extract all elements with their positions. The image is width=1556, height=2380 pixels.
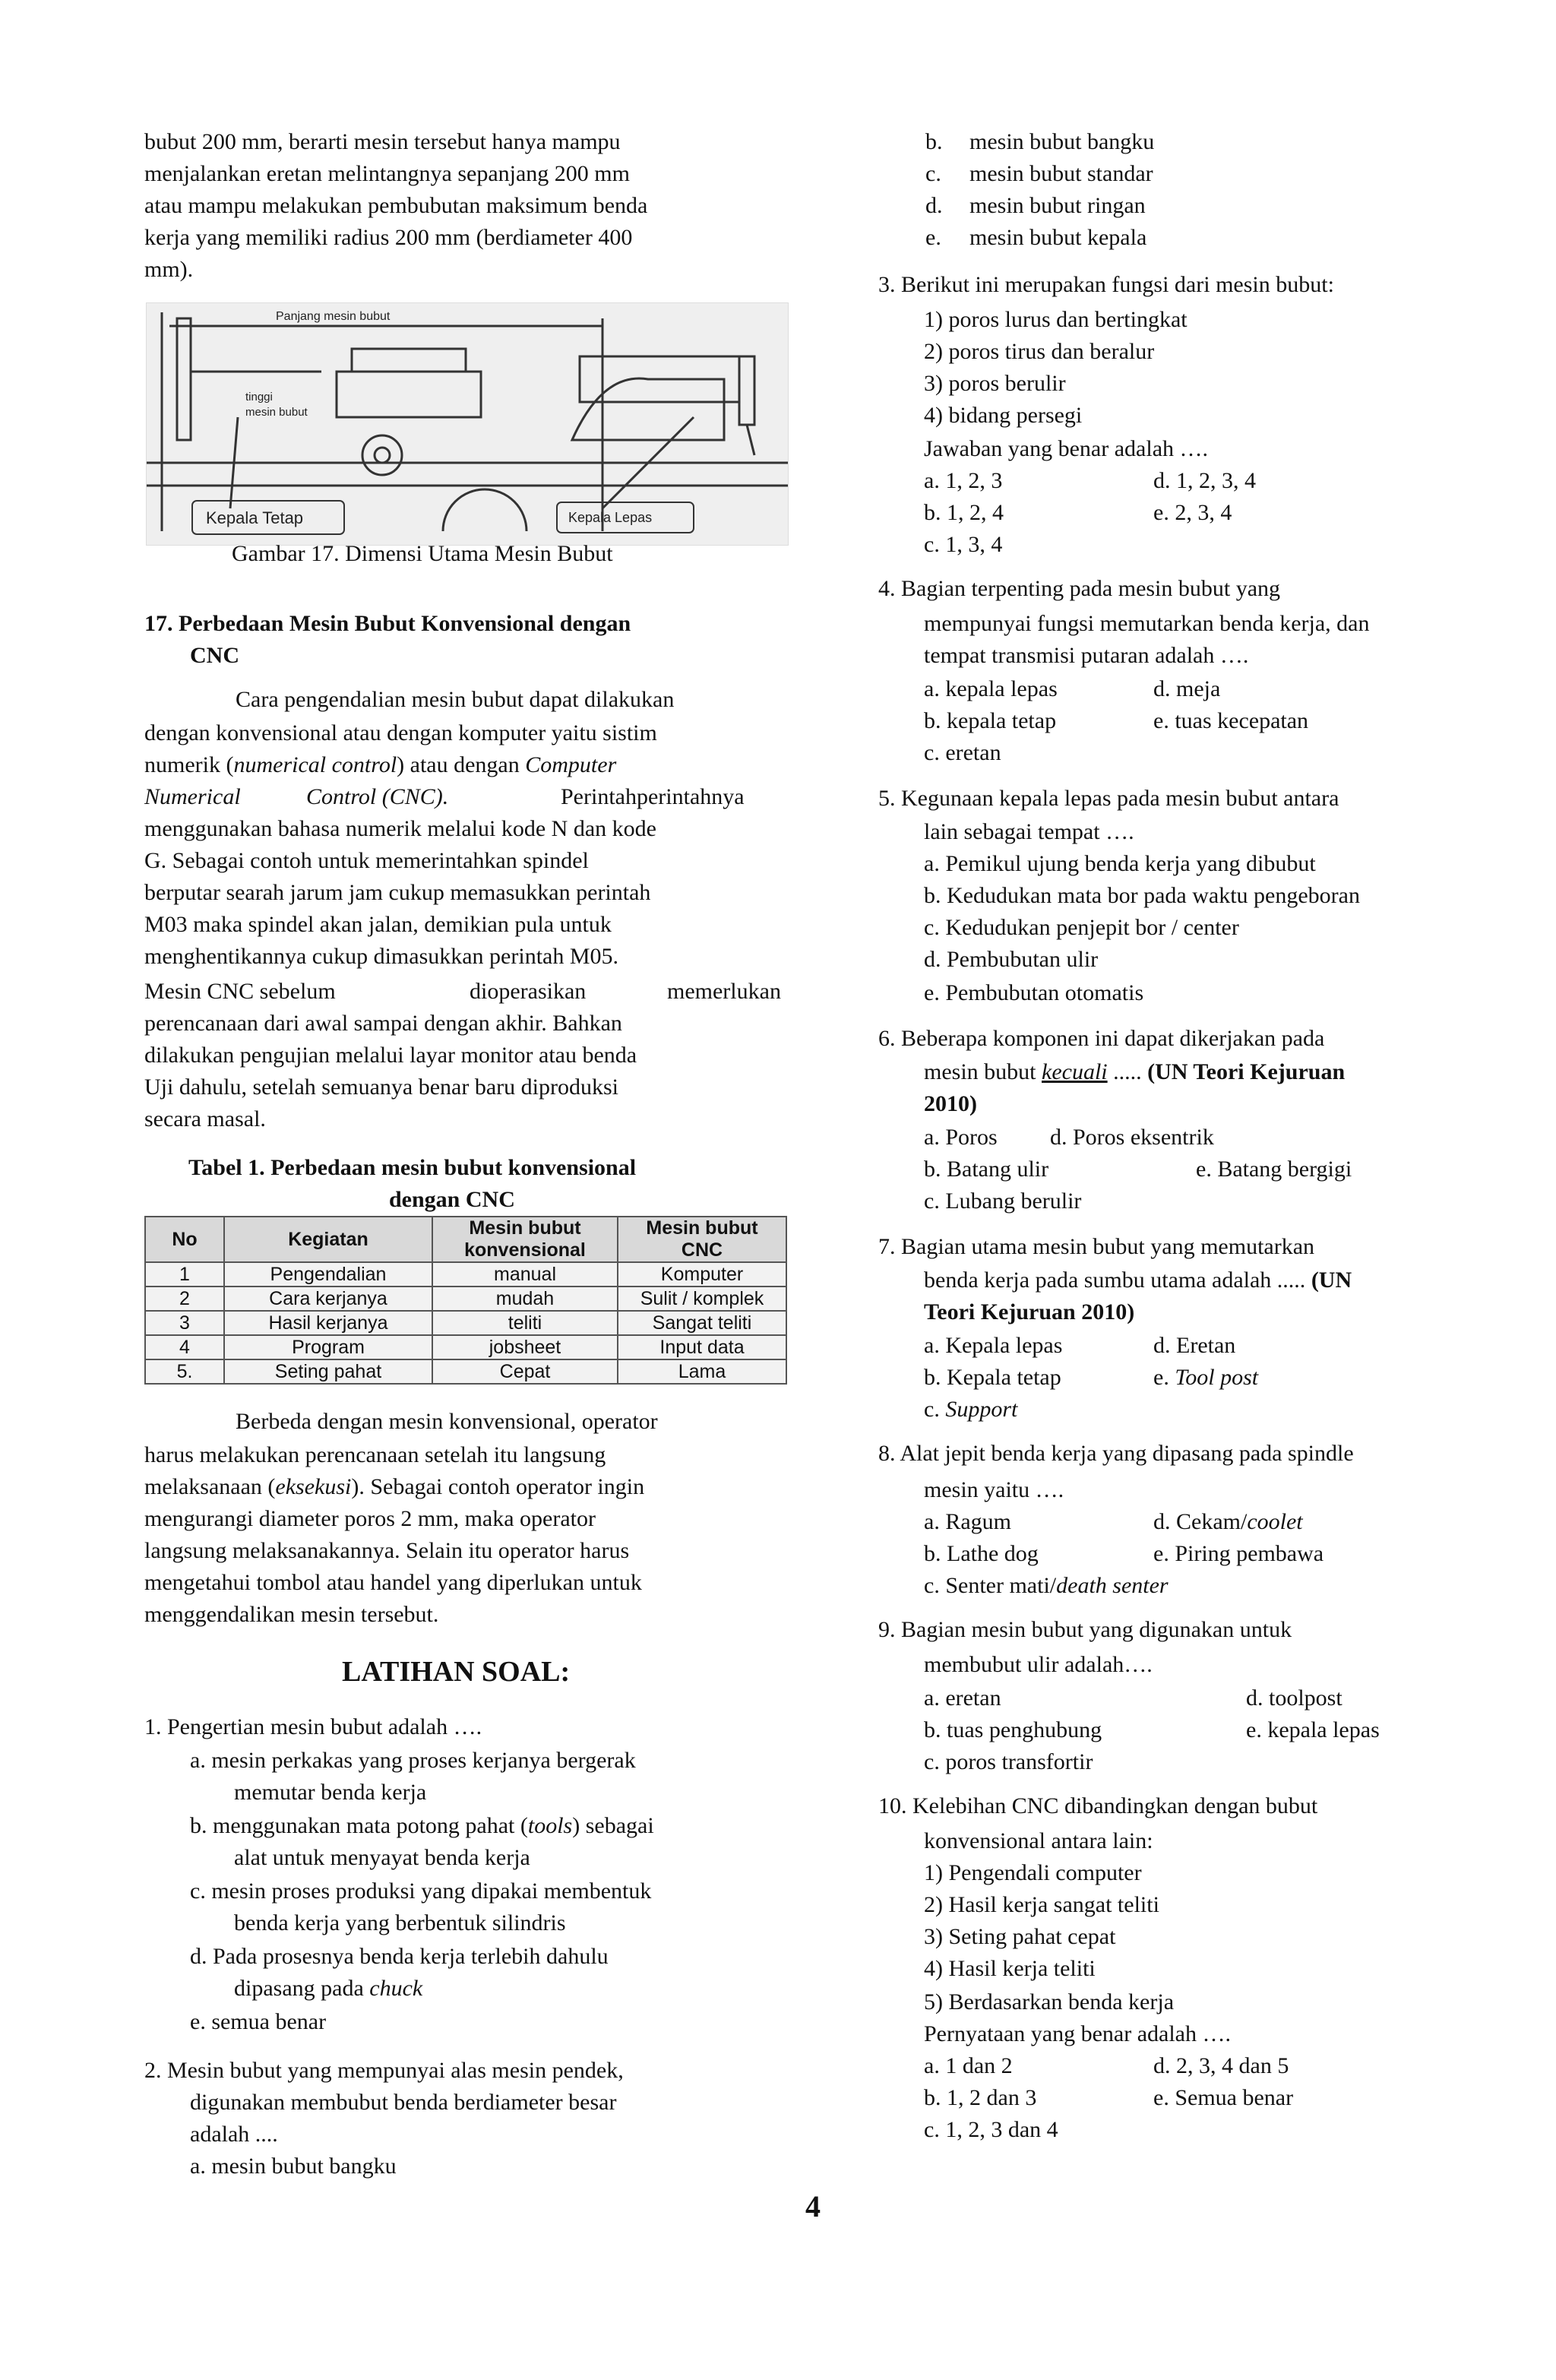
option-label: e. [925,225,941,250]
body-line: Perintahperintahnya [561,784,745,809]
question-3-item: 2) poros tirus dan beralur [924,339,1155,364]
table-row [145,1359,786,1384]
body-line [144,1471,644,1503]
option: b. Lathe dog [924,1541,1039,1566]
option: c. Kedudukan penjepit bor / center [924,915,1239,940]
option: e. Pembubutan otomatis [924,980,1144,1005]
option: a. mesin perkakas yang proses kerjanya bergerak [190,1748,636,1773]
body-line: dilakukan pengujian melalui layar monitor atau benda [144,1043,637,1068]
label-tinggi-2: mesin bubut [245,406,308,419]
option: b. Batang ulir [924,1157,1049,1182]
cell: 3 [145,1311,224,1335]
col-header: Mesin bubut CNC [618,1217,786,1262]
text: e. [1153,1365,1175,1390]
question-10-cont: konvensional antara lain: [924,1828,1153,1853]
body-line: dioperasikan [470,979,587,1004]
option: c. poros transfortir [924,1749,1093,1774]
body-line: M03 maka spindel akan jalan, demikian pula untuk [144,912,612,937]
body-line: Numerical [144,784,241,809]
label-tinggi: tinggi [245,391,273,404]
option: a. mesin bubut bangku [190,2154,397,2179]
option: a. kepala lepas [924,676,1058,701]
question-3: 3. Berikut ini merupakan fungsi dari mesin bubut: [878,272,1334,297]
option: a. 1 dan 2 [924,2053,1013,2078]
text-italic: chuck [369,1976,423,2001]
text: numerik ( [144,752,234,777]
question-7-cont [924,1264,1352,1296]
question-3-item: 1) poros lurus dan bertingkat [924,307,1188,332]
option: d. 2, 3, 4 dan 5 [1153,2053,1289,2078]
text: melaksanaan ( [144,1474,276,1499]
body-line: mengurangi diameter poros 2 mm, maka operator [144,1506,596,1531]
body-line: Uji dahulu, setelah semuanya benar baru diproduksi [144,1074,618,1100]
cell: Pengendalian [224,1262,432,1287]
option-label: c. [925,161,941,186]
question-10-item: 2) Hasil kerja sangat teliti [924,1892,1159,1917]
question-3-item: 3) poros berulir [924,371,1066,396]
text: dipasang pada [234,1976,370,2001]
question-8-cont: mesin yaitu …. [924,1477,1064,1502]
question-10-item: 5) Berdasarkan benda kerja [924,1989,1175,2014]
section-heading: 17. Perbedaan Mesin Bubut Konvensional dengan [144,611,631,636]
option [1153,1506,1303,1538]
text: b. menggunakan mata potong pahat ( [190,1813,528,1838]
text: ..... [1107,1059,1148,1084]
option: mesin bubut standar [969,161,1153,186]
option: mesin bubut bangku [969,129,1155,154]
figure-caption: Gambar 17. Dimensi Utama Mesin Bubut [232,541,613,566]
body-line [144,749,616,781]
cell: mudah [432,1287,618,1311]
option: c. Lubang berulir [924,1188,1082,1214]
question-10-item: Pernyataan yang benar adalah …. [924,2021,1231,2046]
text-italic: tools [527,1813,573,1838]
col-header: Mesin bubut konvensional [432,1217,618,1262]
question-10: 10. Kelebihan CNC dibandingkan dengan bubut [878,1793,1318,1818]
page-number: 4 [805,2189,821,2223]
text: ) atau dengan [397,752,526,777]
cell: Hasil kerjanya [224,1311,432,1335]
option: c. mesin proses produksi yang dipakai membentuk [190,1878,652,1904]
option: e. kepala lepas [1246,1717,1380,1742]
option-label: b. [925,129,943,154]
body-line: Mesin CNC sebelum [144,979,336,1004]
question-2-cont: adalah .... [190,2122,278,2147]
option: b. Kepala tetap [924,1365,1061,1390]
lathe-dimension-figure [146,302,789,546]
cell: 4 [145,1335,224,1359]
col-header: No [145,1217,224,1262]
label-kepala-tetap: Kepala Tetap [206,508,304,527]
body-line: mengetahui tombol atau handel yang diperlukan untuk [144,1570,642,1595]
option: a. Kepala lepas [924,1333,1063,1358]
option: b. kepala tetap [924,708,1057,733]
option-label: d. [925,193,943,218]
option: d. Pada prosesnya benda kerja terlebih dahulu [190,1944,609,1969]
option: mesin bubut ringan [969,193,1146,218]
option-cont: benda kerja yang berbentuk silindris [234,1910,566,1935]
section-heading-cont: CNC [190,643,239,668]
option: b. tuas penghubung [924,1717,1102,1742]
question-6-cont: 2010) [924,1091,977,1116]
latihan-title: LATIHAN SOAL: [342,1656,571,1688]
question-6-cont [924,1056,1345,1088]
label-kepala-lepas: Kepala Lepas [568,510,653,525]
option: e. Semua benar [1153,2085,1294,2110]
cell: Sangat teliti [618,1311,786,1335]
intro-line: kerja yang memiliki radius 200 mm (berdiameter 400 [144,225,633,250]
text-bold: (UN [1311,1268,1352,1293]
cell: Komputer [618,1262,786,1287]
body-line: perencanaan dari awal sampai dengan akhir. Bahkan [144,1011,622,1036]
question-5: 5. Kegunaan kepala lepas pada mesin bubut antara [878,786,1339,811]
text: mesin bubut [924,1059,1042,1084]
text-italic: numerical control [233,752,397,777]
option-cont: alat untuk menyayat benda kerja [234,1845,530,1870]
body-line: menggendalikan mesin tersebut. [144,1602,439,1627]
option: c. 1, 2, 3 dan 4 [924,2117,1058,2142]
option: mesin bubut kepala [969,225,1147,250]
option: a. Pemikul ujung benda kerja yang dibubut [924,851,1316,876]
text-italic: eksekusi [275,1474,352,1499]
question-3-item: 4) bidang persegi [924,403,1083,428]
question-10-item: 1) Pengendali computer [924,1860,1142,1885]
option: d. Pembubutan ulir [924,947,1099,972]
question-6: 6. Beberapa komponen ini dapat dikerjakan pada [878,1026,1325,1051]
cell: Cepat [432,1359,618,1384]
text-italic: kecuali [1042,1059,1108,1084]
table-row [145,1311,786,1335]
question-4-cont: mempunyai fungsi memutarkan benda kerja, dan [924,611,1370,636]
question-9: 9. Bagian mesin bubut yang digunakan untuk [878,1617,1292,1642]
option: b. Kedudukan mata bor pada waktu pengeboran [924,883,1360,908]
option: b. 1, 2, 4 [924,500,1004,525]
body-line: menggunakan bahasa numerik melalui kode N dan kode [144,816,656,841]
option: e. Piring pembawa [1153,1541,1324,1566]
option [924,1394,1017,1426]
table-caption-cont: dengan CNC [389,1187,515,1212]
col-header: Kegiatan [224,1217,432,1262]
option: e. tuas kecepatan [1153,708,1309,733]
text-italic: coolet [1247,1509,1303,1534]
question-1: 1. Pengertian mesin bubut adalah …. [144,1714,482,1739]
cell: Input data [618,1335,786,1359]
cell: Program [224,1335,432,1359]
body-line: memerlukan [667,979,781,1004]
intro-line: menjalankan eretan melintangnya sepanjang 200 mm [144,161,630,186]
question-4: 4. Bagian terpenting pada mesin bubut yang [878,576,1281,601]
question-4-cont: tempat transmisi putaran adalah …. [924,643,1249,668]
intro-line: mm). [144,257,194,282]
option: d. toolpost [1246,1685,1343,1711]
cell: 1 [145,1262,224,1287]
text-italic: Support [945,1397,1018,1422]
table-header-row [145,1217,786,1262]
option-cont [234,1973,422,2005]
question-7-cont: Teori Kejuruan 2010) [924,1299,1135,1325]
body-line: langsung melaksanakannya. Selain itu operator harus [144,1538,630,1563]
question-3-item: Jawaban yang benar adalah …. [924,436,1209,461]
option [190,1810,654,1842]
question-8: 8. Alat jepit benda kerja yang dipasang pada spindle [878,1441,1354,1466]
body-line: G. Sebagai contoh untuk memerintahkan spindel [144,848,589,873]
cell: teliti [432,1311,618,1335]
cell: 5. [145,1359,224,1384]
table-row [145,1262,786,1287]
cell: Lama [618,1359,786,1384]
text: c. [924,1397,946,1422]
body-line: Berbeda dengan mesin konvensional, operator [236,1409,658,1434]
text-italic: Computer [525,752,617,777]
option: e. semua benar [190,2009,327,2034]
question-10-item: 4) Hasil kerja teliti [924,1956,1096,1981]
option-cont: memutar benda kerja [234,1780,427,1805]
body-line: harus melakukan perencanaan setelah itu langsung [144,1442,606,1467]
option [924,1570,1169,1602]
lathe-drawing [147,303,788,545]
option [1153,1362,1258,1394]
cell: 2 [145,1287,224,1311]
option: a. 1, 2, 3 [924,468,1003,493]
label-panjang: Panjang mesin bubut [276,310,391,323]
body-line: Control (CNC). [306,784,449,809]
text-bold: (UN Teori Kejuruan [1147,1059,1346,1084]
body-line: Cara pengendalian mesin bubut dapat dilakukan [236,687,675,712]
body-line: berputar searah jarum jam cukup memasukkan perintah [144,880,651,905]
option: c. eretan [924,740,1001,765]
cell: Cara kerjanya [224,1287,432,1311]
comparison-table [144,1216,787,1385]
cell: Sulit / komplek [618,1287,786,1311]
intro-line: atau mampu melakukan pembubutan maksimum benda [144,193,648,218]
option: a. Ragum [924,1509,1011,1534]
table-caption: Tabel 1. Perbedaan mesin bubut konvensional [188,1155,637,1180]
intro-line: bubut 200 mm, berarti mesin tersebut hanya mampu [144,129,621,154]
option: d. meja [1153,676,1221,701]
text: benda kerja pada sumbu utama adalah ..... [924,1268,1311,1293]
question-7: 7. Bagian utama mesin bubut yang memutarkan [878,1234,1315,1259]
table-row [145,1287,786,1311]
option: a. Poros [924,1125,998,1150]
option: b. 1, 2 dan 3 [924,2085,1037,2110]
body-line: secara masal. [144,1106,266,1131]
table-row [145,1335,786,1359]
option: d. Poros eksentrik [1050,1125,1214,1150]
cell: manual [432,1262,618,1287]
question-10-item: 3) Seting pahat cepat [924,1924,1116,1949]
option: e. Batang bergigi [1196,1157,1352,1182]
cell: Seting pahat [224,1359,432,1384]
text-italic: Tool post [1175,1365,1259,1390]
text: ) sebagai [572,1813,654,1838]
text-italic: death senter [1056,1573,1169,1598]
body-line: menghentikannya cukup dimasukkan perintah M05. [144,944,619,969]
question-2: 2. Mesin bubut yang mempunyai alas mesin pendek, [144,2058,624,2083]
question-5-cont: lain sebagai tempat …. [924,819,1134,844]
text: ). Sebagai contoh operator ingin [351,1474,645,1499]
text: d. Cekam/ [1153,1509,1248,1534]
option: a. eretan [924,1685,1001,1711]
option: c. 1, 3, 4 [924,532,1003,557]
text: c. Senter mati/ [924,1573,1057,1598]
option: e. 2, 3, 4 [1153,500,1232,525]
option: d. 1, 2, 3, 4 [1153,468,1256,493]
cell: jobsheet [432,1335,618,1359]
question-9-cont: membubut ulir adalah…. [924,1652,1153,1677]
option: d. Eretan [1153,1333,1236,1358]
question-2-cont: digunakan membubut benda berdiameter besar [190,2090,617,2115]
body-line: dengan konvensional atau dengan komputer yaitu sistim [144,720,657,745]
